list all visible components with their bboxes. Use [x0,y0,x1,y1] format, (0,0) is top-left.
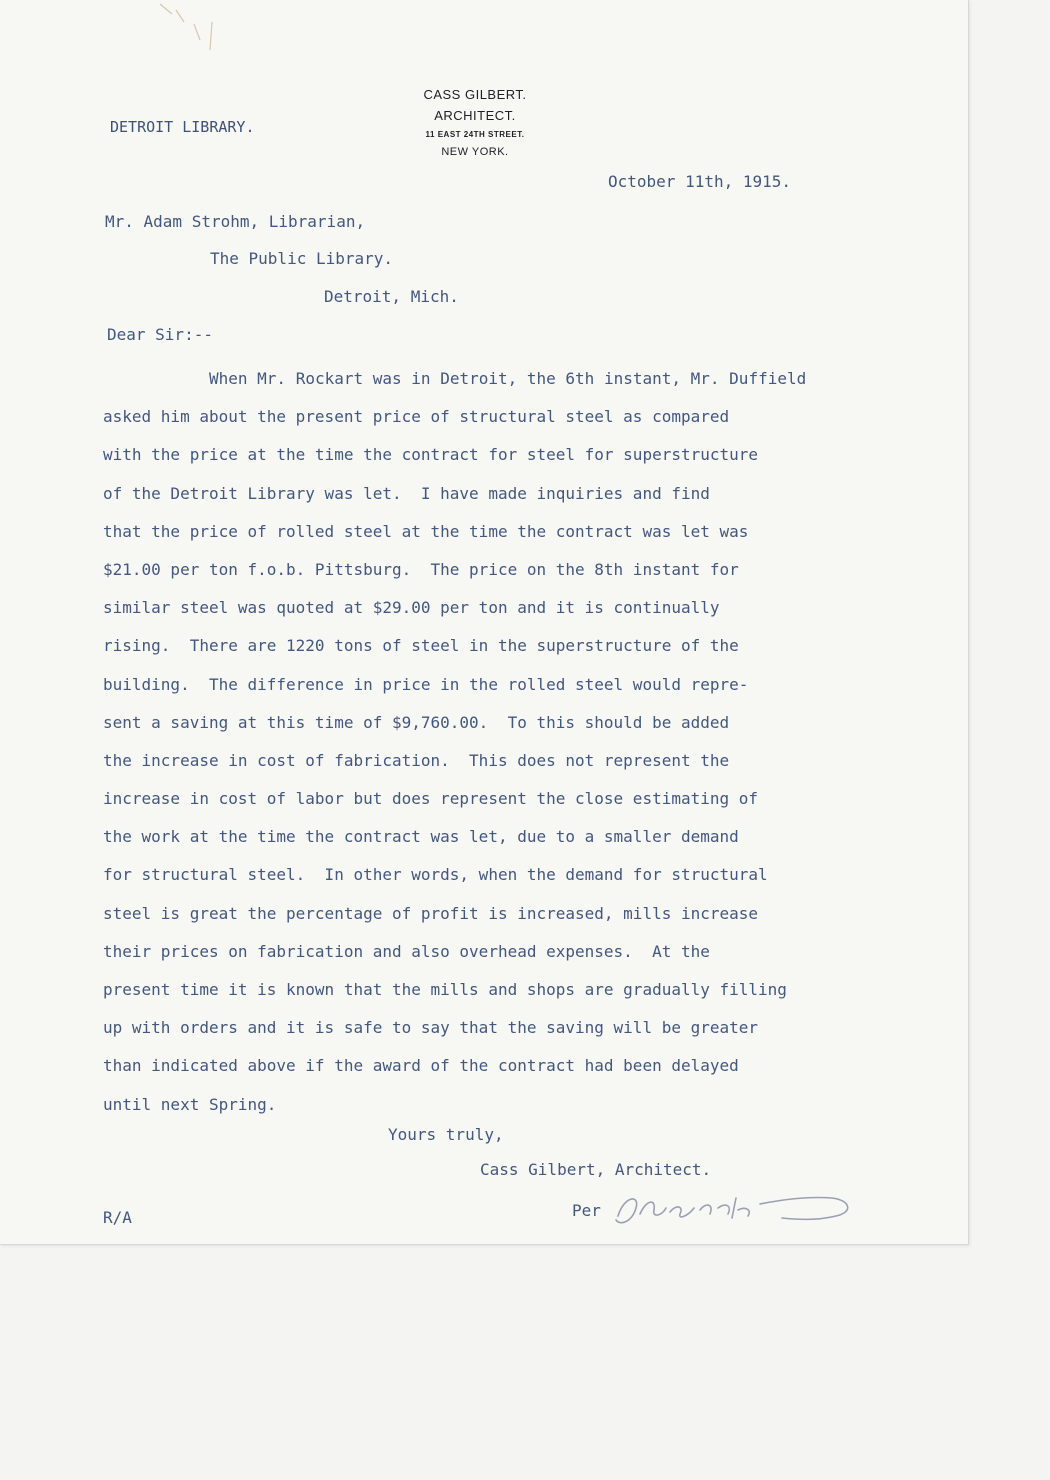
body-line: their prices on fabrication and also overhead expenses. At the [103,941,710,961]
salutation: Dear Sir:-- [107,325,213,344]
recipient-line-3: Detroit, Mich. [324,287,459,306]
recipient-line-2: The Public Library. [210,249,394,268]
body-line: asked him about the present price of structural steel as compared [103,407,730,427]
body-line: similar steel was quoted at $29.00 per ton and it is continually [103,598,720,618]
body-line: up with orders and it is safe to say that the saving will be greater [103,1018,759,1038]
letter-body [103,360,923,1124]
body-line: building. The difference in price in the rolled steel would repre- [103,674,749,694]
per-label: Per [572,1201,601,1220]
body-line: present time it is known that the mills and shops are gradually filling [103,980,787,999]
body-line: rising. There are 1220 tons of steel in the superstructure of the [103,636,739,656]
job-reference: DETROIT LIBRARY. [110,118,255,136]
handwritten-signature [610,1186,860,1230]
letter-date: October 11th, 1915. [608,172,792,191]
body-line: until next Spring. [103,1094,277,1114]
letterhead-street: 11 EAST 24TH STREET. [425,130,525,139]
letterhead-title: ARCHITECT. [434,108,516,123]
letterhead [360,84,590,161]
body-line: the work at the time the contract was let, due to a smaller demand [103,827,739,847]
body-line: steel is great the percentage of profit is increased, mills increase [103,903,759,923]
body-line: that the price of rolled steel at the time the contract was let was [103,521,749,541]
body-line: $21.00 per ton f.o.b. Pittsburg. The price on the 8th instant for [103,559,739,579]
body-line: sent a saving at this time of $9,760.00. To this should be added [103,712,730,732]
recipient-line-1: Mr. Adam Strohm, Librarian, [105,212,366,231]
letterhead-name: CASS GILBERT. [423,87,527,102]
signoff: Cass Gilbert, Architect. [480,1160,712,1179]
corner-stain-mark [150,0,230,56]
closing: Yours truly, [388,1125,504,1144]
body-line: for structural steel. In other words, when the demand for structural [103,865,768,885]
body-line: increase in cost of labor but does represent the close estimating of [103,789,759,809]
letterhead-city: NEW YORK. [441,146,509,158]
body-line: than indicated above if the award of the contract had been delayed [103,1056,739,1076]
body-line: the increase in cost of fabrication. This does not represent the [103,750,730,770]
body-line: of the Detroit Library was let. I have made inquiries and find [103,483,710,503]
body-line: with the price at the time the contract for steel for superstructure [103,445,759,465]
body-line: When Mr. Rockart was in Detroit, the 6th instant, Mr. Duffield [209,369,807,388]
reference-initials: R/A [103,1208,132,1227]
